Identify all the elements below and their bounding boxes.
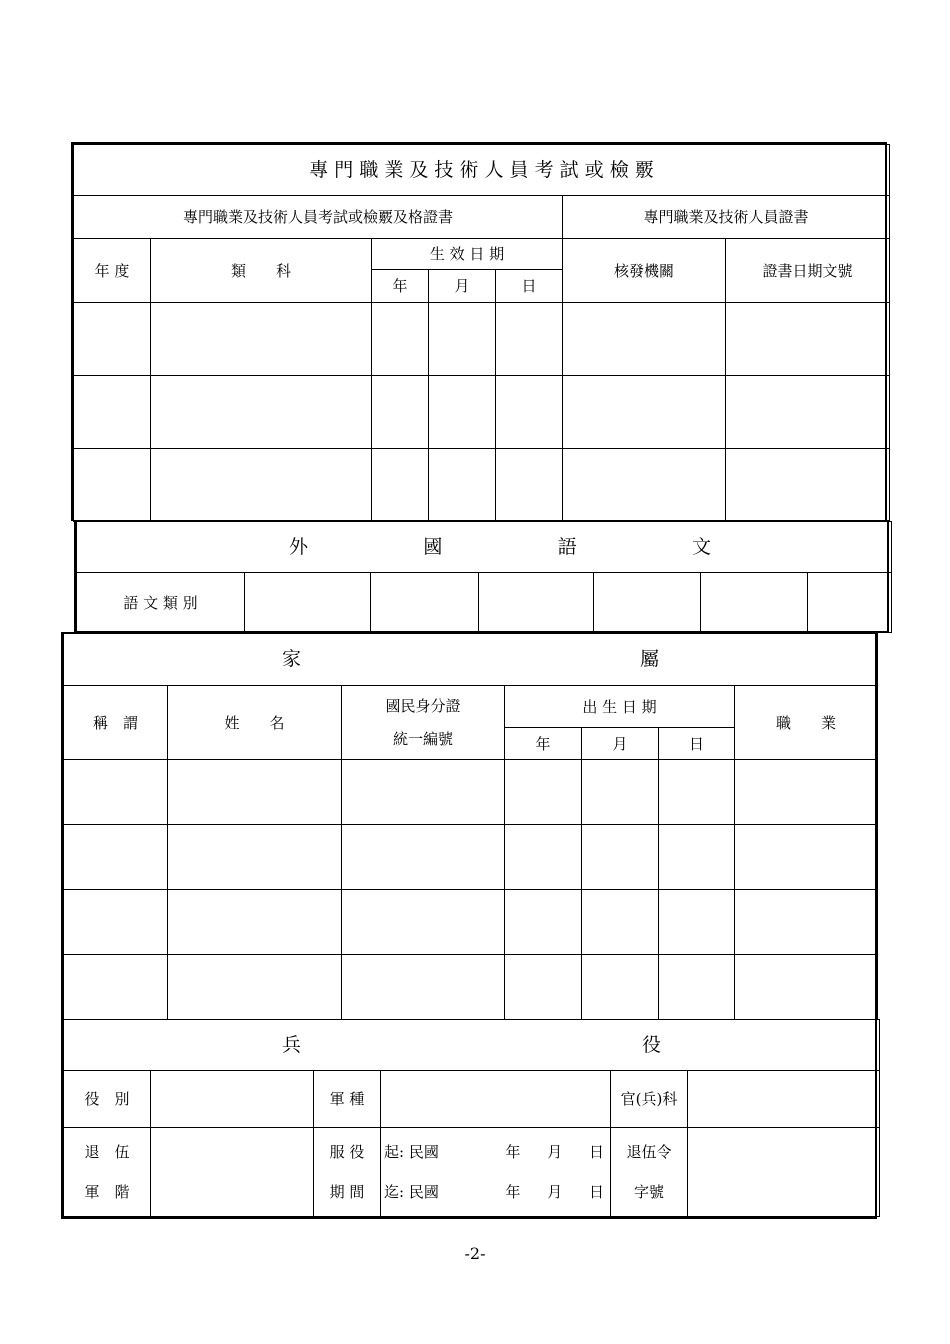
period-label-line: 服 役	[329, 1143, 365, 1161]
language-title-char: 國	[423, 535, 443, 558]
family-cell[interactable]	[505, 760, 582, 825]
family-row	[64, 825, 878, 890]
family-cell[interactable]	[168, 890, 342, 955]
branch-cell[interactable]	[381, 1071, 611, 1128]
language-title-char: 外	[289, 535, 309, 558]
exam-cell[interactable]	[563, 303, 726, 376]
family-cell[interactable]	[168, 760, 342, 825]
issuer-label: 核發機關	[563, 239, 726, 303]
order-label-line: 退伍令	[626, 1143, 672, 1161]
effective-month-label: 月	[429, 270, 496, 303]
exam-cell[interactable]	[372, 303, 429, 376]
family-cell[interactable]	[168, 825, 342, 890]
family-military-section	[61, 632, 877, 1219]
exam-row	[74, 376, 890, 449]
period-year: 年	[505, 1183, 521, 1201]
family-cell[interactable]	[64, 760, 168, 825]
birth-label: 出 生 日 期	[505, 686, 735, 728]
family-cell[interactable]	[659, 955, 735, 1020]
period-label-line: 期 間	[329, 1183, 365, 1201]
year-label: 年 度	[74, 239, 151, 303]
family-cell[interactable]	[64, 955, 168, 1020]
family-cell[interactable]	[342, 760, 505, 825]
family-cell[interactable]	[582, 825, 659, 890]
period-end-line	[381, 1183, 610, 1201]
language-cell[interactable]	[594, 573, 701, 633]
language-row	[77, 573, 892, 633]
language-category-label: 語 文 類 別	[77, 573, 245, 633]
family-cell[interactable]	[582, 760, 659, 825]
id-label-line: 國民身分證	[385, 697, 461, 715]
family-cell[interactable]	[735, 955, 878, 1020]
discharge-order-label	[611, 1128, 688, 1217]
family-cell[interactable]	[64, 825, 168, 890]
family-title-char: 家	[282, 648, 302, 671]
period-year: 年	[505, 1143, 521, 1161]
cert-pass-header: 專門職業及技術人員考試或檢覈及格證書	[74, 196, 563, 239]
service-period-cell[interactable]	[381, 1128, 611, 1217]
family-cell[interactable]	[64, 890, 168, 955]
birth-day-label: 日	[659, 728, 735, 760]
family-cell[interactable]	[735, 760, 878, 825]
discharge-order-cell[interactable]	[688, 1128, 880, 1217]
family-cell[interactable]	[735, 825, 878, 890]
military-title-char: 兵	[282, 1033, 302, 1056]
family-cell[interactable]	[505, 825, 582, 890]
family-cell[interactable]	[168, 955, 342, 1020]
birth-year-label: 年	[505, 728, 582, 760]
exam-cell[interactable]	[563, 449, 726, 522]
family-cell[interactable]	[659, 760, 735, 825]
family-section-title	[64, 634, 878, 686]
service-period-label	[314, 1128, 381, 1217]
exam-cell[interactable]	[429, 303, 496, 376]
specialty-cell[interactable]	[688, 1071, 880, 1128]
category-label: 類 科	[151, 239, 372, 303]
family-cell[interactable]	[582, 955, 659, 1020]
exam-cell[interactable]	[151, 376, 372, 449]
family-cell[interactable]	[342, 825, 505, 890]
name-label: 姓 名	[168, 686, 342, 760]
family-cell[interactable]	[582, 890, 659, 955]
id-label-line: 統一編號	[392, 730, 453, 748]
order-label-line: 字號	[633, 1183, 664, 1201]
family-cell[interactable]	[505, 955, 582, 1020]
military-title-char: 役	[641, 1033, 661, 1056]
exam-table	[73, 144, 890, 522]
period-month: 月	[547, 1143, 563, 1161]
occupation-label: 職 業	[735, 686, 878, 760]
service-type-cell[interactable]	[151, 1071, 314, 1128]
retire-rank-label	[64, 1128, 151, 1217]
birth-month-label: 月	[582, 728, 659, 760]
exam-cell[interactable]	[429, 376, 496, 449]
period-start-line	[381, 1143, 610, 1161]
family-cell[interactable]	[659, 825, 735, 890]
service-type-label: 役 別	[64, 1071, 151, 1128]
family-row	[64, 760, 878, 825]
exam-row	[74, 449, 890, 522]
language-cell[interactable]	[371, 573, 479, 633]
family-cell[interactable]	[342, 890, 505, 955]
family-title-char: 屬	[640, 648, 660, 671]
language-cell[interactable]	[701, 573, 808, 633]
exam-cell[interactable]	[74, 449, 151, 522]
period-start-prefix: 起: 民國	[384, 1143, 439, 1161]
exam-cell[interactable]	[372, 376, 429, 449]
language-cell[interactable]	[245, 573, 371, 633]
branch-label: 軍 種	[314, 1071, 381, 1128]
specialty-label: 官(兵)科	[611, 1071, 688, 1128]
exam-row	[74, 303, 890, 376]
language-title-char: 語	[557, 535, 577, 558]
exam-cell[interactable]	[74, 376, 151, 449]
language-cell[interactable]	[479, 573, 594, 633]
family-cell[interactable]	[505, 890, 582, 955]
page-number: -2-	[464, 1244, 486, 1263]
family-row	[64, 955, 878, 1020]
exam-cell[interactable]	[496, 303, 563, 376]
exam-cell[interactable]	[563, 376, 726, 449]
effective-day-label: 日	[496, 270, 563, 303]
military-section-title	[64, 1020, 880, 1071]
effective-date-label: 生 效 日 期	[372, 239, 563, 270]
exam-cell[interactable]	[726, 303, 890, 376]
exam-cell[interactable]	[496, 376, 563, 449]
cert-date-no-label: 證書日期文號	[726, 239, 890, 303]
retire-rank-cell[interactable]	[151, 1128, 314, 1217]
exam-cell[interactable]	[726, 449, 890, 522]
family-cell[interactable]	[342, 955, 505, 1020]
exam-cell[interactable]	[429, 449, 496, 522]
exam-cell[interactable]	[372, 449, 429, 522]
exam-cell[interactable]	[726, 376, 890, 449]
exam-section-title: 專 門 職 業 及 技 術 人 員 考 試 或 檢 覈	[74, 145, 890, 196]
family-cell[interactable]	[735, 890, 878, 955]
effective-year-label: 年	[372, 270, 429, 303]
id-label	[342, 686, 505, 760]
language-cell[interactable]	[808, 573, 892, 633]
retire-label-line: 軍 階	[84, 1183, 130, 1201]
cert-header: 專門職業及技術人員證書	[563, 196, 890, 239]
exam-cell[interactable]	[74, 303, 151, 376]
exam-cell[interactable]	[151, 449, 372, 522]
exam-section	[71, 142, 887, 521]
retire-label-line: 退 伍	[84, 1143, 130, 1161]
exam-cell[interactable]	[151, 303, 372, 376]
language-title-char: 文	[692, 535, 712, 558]
language-table	[76, 521, 892, 633]
family-cell[interactable]	[659, 890, 735, 955]
language-section-title	[77, 522, 892, 573]
period-day: 日	[588, 1143, 604, 1161]
language-section	[74, 520, 889, 633]
family-table	[63, 633, 878, 1020]
relation-label: 稱 謂	[64, 686, 168, 760]
period-end-prefix: 迄: 民國	[384, 1183, 439, 1201]
military-table	[63, 1019, 880, 1217]
exam-cell[interactable]	[496, 449, 563, 522]
period-month: 月	[547, 1183, 563, 1201]
period-day: 日	[588, 1183, 604, 1201]
family-row	[64, 890, 878, 955]
